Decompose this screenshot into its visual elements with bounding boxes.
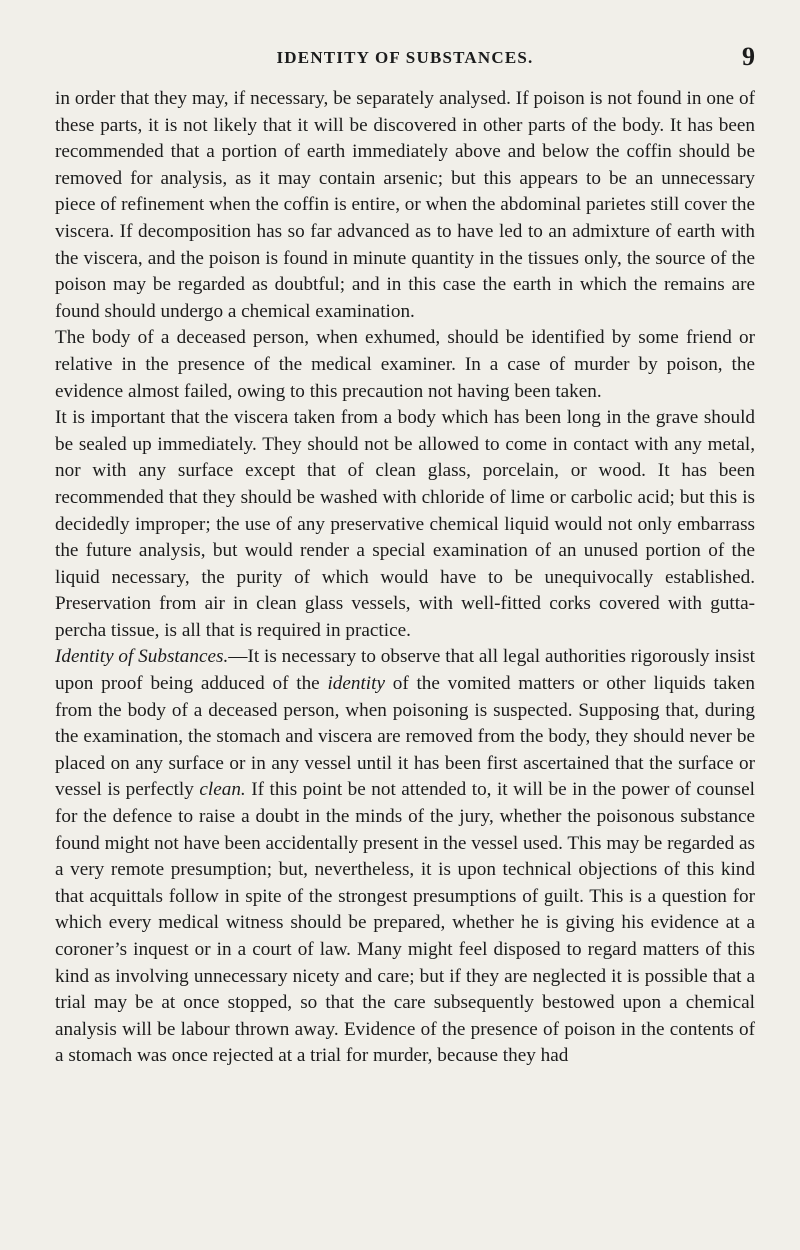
emphasis-clean: clean. bbox=[199, 779, 246, 801]
section-heading: Identity of Substances. bbox=[55, 646, 229, 668]
paragraph-text-part: If this point be not attended to, it will be in the power of counsel for the defence to raise a doubt in the minds of the jury, whether the poisonous substance found might not have been accidentally present in the vessel used. This may be regarded as a very remote presumption; but, nevertheless, it is upon technical objections of this kind that acquittals follow in spite of the strongest presumptions of guilt. This is a question for which every medical witness should be prepared, whether he is giving his evidence at a coroner’s inquest or in a court of law. Many might feel disposed to regard matters of this kind as involving unnecessary nicety and care; but if they are neglected it is possible that a trial may be at once stopped, so that the care subsequently bestowed upon a chemical analysis will be labour thrown away. Evidence of the presence of poison in the contents of a stomach was once rejected at a trial for murder, because they had bbox=[55, 779, 755, 1067]
paragraph-text-part: —It is necessary to observe that all legal authorities rigorously insist upon proof being adduced of the bbox=[55, 646, 755, 695]
page-header bbox=[55, 42, 755, 78]
paragraph-identification: The body of a deceased person, when exhumed, should be identified by some friend or relative in the presence of the medical examiner. In a case of murder by poison, the evidence almost failed, owing to this precaution not having been taken. bbox=[55, 327, 755, 402]
paragraph-identity-of-substances bbox=[55, 644, 755, 1070]
page-number: 9 bbox=[742, 42, 755, 71]
body-text bbox=[55, 86, 755, 1070]
paragraph-text-part: of the vomited matters or other liquids taken from the body of a deceased person, when poisoning is suspected. Supposing that, during the examination, the stomach and viscera are removed from the body, they should never be placed on any surface or in any vessel until it has been first ascertained that the surface or vessel is perfectly bbox=[55, 673, 755, 801]
paragraph-exhumation-analysis: in order that they may, if necessary, be separately analysed. If poison is not found in one of these parts, it is not likely that it will be discovered in other parts of the body. It has been recommended that a portion of earth immediately above and below the coffin should be removed for analysis, as it may contain arsenic; but this appears to be an unnecessary piece of refinement when the coffin is entire, or when the abdominal parietes still cover the viscera. If decomposition has so far advanced as to have led to an admixture of earth with the viscera, and the poison is found in minute quantity in the tissues only, the source of the poison may be regarded as doubtful; and in this case the earth in which the remains are found should undergo a chemical examination. bbox=[55, 88, 755, 322]
paragraph-viscera-preservation: It is important that the viscera taken from a body which has been long in the grave should be sealed up immediately. They should not be allowed to come in contact with any metal, nor with any surface except that of clean glass, porcelain, or wood. It has been recommended that they should be washed with chloride of lime or carbolic acid; but this is decidedly improper; the use of any preservative chemical liquid would not only embarrass the future analysis, but would render a special examination of an unused portion of the liquid necessary, the purity of which would have to be unequivocally established. Preservation from air in clean glass vessels, with well-fitted corks covered with gutta-percha tissue, is all that is required in practice. bbox=[55, 407, 755, 641]
running-title: IDENTITY OF SUBSTANCES. bbox=[276, 48, 534, 67]
emphasis-identity: identity bbox=[327, 673, 385, 695]
